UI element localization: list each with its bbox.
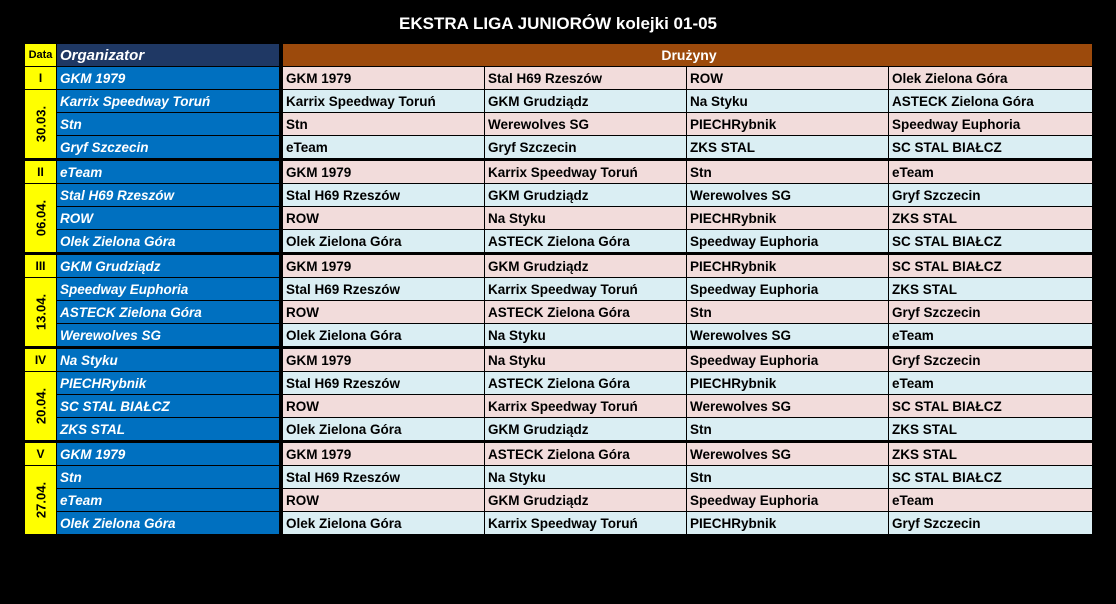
match-row xyxy=(25,207,1093,230)
team-cell: PIECHRybnik xyxy=(687,207,889,230)
match-row xyxy=(25,278,1093,301)
match-row xyxy=(25,395,1093,418)
organizer-cell: Werewolves SG xyxy=(57,324,280,348)
team-cell: Stn xyxy=(687,301,889,324)
match-row xyxy=(25,113,1093,136)
header-organizer: Organizator xyxy=(57,44,280,67)
team-cell: Werewolves SG xyxy=(485,113,687,136)
match-row xyxy=(25,136,1093,160)
organizer-cell: GKM Grudziądz xyxy=(57,254,280,278)
organizer-cell: Stn xyxy=(57,466,280,489)
team-cell: Karrix Speedway Toruń xyxy=(283,90,485,113)
round-date xyxy=(25,466,57,535)
team-cell: ROW xyxy=(283,301,485,324)
team-cell: ASTECK Zielona Góra xyxy=(485,442,687,466)
match-row xyxy=(25,67,1093,90)
team-cell: Olek Zielona Góra xyxy=(283,324,485,348)
team-cell: GKM 1979 xyxy=(283,160,485,184)
organizer-cell: ASTECK Zielona Góra xyxy=(57,301,280,324)
team-cell: Karrix Speedway Toruń xyxy=(485,395,687,418)
team-cell: eTeam xyxy=(889,324,1093,348)
organizer-cell: eTeam xyxy=(57,160,280,184)
team-cell: GKM Grudziądz xyxy=(485,489,687,512)
team-cell: Olek Zielona Góra xyxy=(283,418,485,442)
team-cell: PIECHRybnik xyxy=(687,113,889,136)
round-date-label: 13.04. xyxy=(33,293,48,331)
organizer-cell: Karrix Speedway Toruń xyxy=(57,90,280,113)
team-cell: ASTECK Zielona Góra xyxy=(485,230,687,254)
team-cell: ROW xyxy=(687,67,889,90)
team-cell: Gryf Szczecin xyxy=(889,512,1093,535)
team-cell: ROW xyxy=(283,489,485,512)
organizer-cell: eTeam xyxy=(57,489,280,512)
organizer-cell: Gryf Szczecin xyxy=(57,136,280,160)
team-cell: GKM 1979 xyxy=(283,254,485,278)
match-row xyxy=(25,301,1093,324)
team-cell: SC STAL BIAŁCZ xyxy=(889,254,1093,278)
team-cell: PIECHRybnik xyxy=(687,372,889,395)
round-date xyxy=(25,90,57,160)
team-cell: Speedway Euphoria xyxy=(687,278,889,301)
match-row xyxy=(25,466,1093,489)
schedule-table xyxy=(24,43,1093,535)
team-cell: Speedway Euphoria xyxy=(687,489,889,512)
team-cell: GKM Grudziądz xyxy=(485,254,687,278)
match-row xyxy=(25,348,1093,372)
round-date-label: 06.04. xyxy=(33,199,48,237)
match-row xyxy=(25,512,1093,535)
header-data: Data xyxy=(25,44,57,67)
team-cell: Na Styku xyxy=(485,207,687,230)
organizer-cell: PIECHRybnik xyxy=(57,372,280,395)
organizer-cell: ZKS STAL xyxy=(57,418,280,442)
team-cell: Gryf Szczecin xyxy=(889,348,1093,372)
team-cell: Stal H69 Rzeszów xyxy=(283,278,485,301)
round-date-label: 20.04. xyxy=(33,387,48,425)
match-row xyxy=(25,254,1093,278)
match-row xyxy=(25,489,1093,512)
round-number: II xyxy=(25,160,57,184)
team-cell: SC STAL BIAŁCZ xyxy=(889,136,1093,160)
team-cell: ZKS STAL xyxy=(889,278,1093,301)
organizer-cell: Na Styku xyxy=(57,348,280,372)
team-cell: Karrix Speedway Toruń xyxy=(485,512,687,535)
match-row xyxy=(25,442,1093,466)
team-cell: Speedway Euphoria xyxy=(687,230,889,254)
team-cell: Stal H69 Rzeszów xyxy=(283,372,485,395)
match-row xyxy=(25,160,1093,184)
team-cell: Na Styku xyxy=(485,466,687,489)
sheet-title: EKSTRA LIGA JUNIORÓW kolejki 01-05 xyxy=(398,14,718,33)
round-date-label: 27.04. xyxy=(33,481,48,519)
team-cell: Stn xyxy=(687,160,889,184)
team-cell: Karrix Speedway Toruń xyxy=(485,278,687,301)
header-teams: Drużyny xyxy=(283,44,1093,67)
team-cell: eTeam xyxy=(283,136,485,160)
team-cell: Stal H69 Rzeszów xyxy=(283,184,485,207)
header-row xyxy=(25,44,1093,67)
team-cell: Stal H69 Rzeszów xyxy=(283,466,485,489)
team-cell: ZKS STAL xyxy=(889,207,1093,230)
team-cell: Werewolves SG xyxy=(687,184,889,207)
team-cell: eTeam xyxy=(889,372,1093,395)
team-cell: Stn xyxy=(283,113,485,136)
team-cell: Gryf Szczecin xyxy=(889,184,1093,207)
team-cell: Stal H69 Rzeszów xyxy=(485,67,687,90)
team-cell: Karrix Speedway Toruń xyxy=(485,160,687,184)
match-row xyxy=(25,184,1093,207)
match-row xyxy=(25,90,1093,113)
round-date xyxy=(25,184,57,254)
team-cell: Gryf Szczecin xyxy=(889,301,1093,324)
team-cell: Olek Zielona Góra xyxy=(889,67,1093,90)
team-cell: Na Styku xyxy=(485,348,687,372)
team-cell: Werewolves SG xyxy=(687,395,889,418)
round-number: III xyxy=(25,254,57,278)
team-cell: ROW xyxy=(283,207,485,230)
team-cell: ASTECK Zielona Góra xyxy=(485,301,687,324)
team-cell: Olek Zielona Góra xyxy=(283,512,485,535)
team-cell: Olek Zielona Góra xyxy=(283,230,485,254)
team-cell: Gryf Szczecin xyxy=(485,136,687,160)
organizer-cell: ROW xyxy=(57,207,280,230)
team-cell: ZKS STAL xyxy=(889,442,1093,466)
organizer-cell: GKM 1979 xyxy=(57,67,280,90)
match-row xyxy=(25,230,1093,254)
team-cell: GKM 1979 xyxy=(283,442,485,466)
team-cell: GKM Grudziądz xyxy=(485,184,687,207)
team-cell: GKM 1979 xyxy=(283,67,485,90)
organizer-cell: SC STAL BIAŁCZ xyxy=(57,395,280,418)
team-cell: ASTECK Zielona Góra xyxy=(889,90,1093,113)
organizer-cell: Olek Zielona Góra xyxy=(57,512,280,535)
team-cell: ZKS STAL xyxy=(889,418,1093,442)
team-cell: eTeam xyxy=(889,160,1093,184)
team-cell: Stn xyxy=(687,466,889,489)
round-date xyxy=(25,372,57,442)
team-cell: Stn xyxy=(687,418,889,442)
round-number: I xyxy=(25,67,57,90)
organizer-cell: Speedway Euphoria xyxy=(57,278,280,301)
team-cell: GKM Grudziądz xyxy=(485,418,687,442)
organizer-cell: Stal H69 Rzeszów xyxy=(57,184,280,207)
organizer-cell: Olek Zielona Góra xyxy=(57,230,280,254)
organizer-cell: Stn xyxy=(57,113,280,136)
round-date-label: 30.03. xyxy=(33,105,48,143)
team-cell: eTeam xyxy=(889,489,1093,512)
team-cell: SC STAL BIAŁCZ xyxy=(889,395,1093,418)
team-cell: GKM Grudziądz xyxy=(485,90,687,113)
match-row xyxy=(25,418,1093,442)
match-row xyxy=(25,372,1093,395)
team-cell: ASTECK Zielona Góra xyxy=(485,372,687,395)
team-cell: ROW xyxy=(283,395,485,418)
round-date xyxy=(25,278,57,348)
team-cell: Werewolves SG xyxy=(687,324,889,348)
team-cell: ZKS STAL xyxy=(687,136,889,160)
team-cell: SC STAL BIAŁCZ xyxy=(889,466,1093,489)
team-cell: Na Styku xyxy=(687,90,889,113)
team-cell: SC STAL BIAŁCZ xyxy=(889,230,1093,254)
organizer-cell: GKM 1979 xyxy=(57,442,280,466)
team-cell: Werewolves SG xyxy=(687,442,889,466)
team-cell: PIECHRybnik xyxy=(687,254,889,278)
team-cell: Speedway Euphoria xyxy=(889,113,1093,136)
round-number: V xyxy=(25,442,57,466)
match-row xyxy=(25,324,1093,348)
team-cell: Na Styku xyxy=(485,324,687,348)
team-cell: PIECHRybnik xyxy=(687,512,889,535)
team-cell: GKM 1979 xyxy=(283,348,485,372)
team-cell: Speedway Euphoria xyxy=(687,348,889,372)
round-number: IV xyxy=(25,348,57,372)
schedule-body xyxy=(25,67,1093,535)
